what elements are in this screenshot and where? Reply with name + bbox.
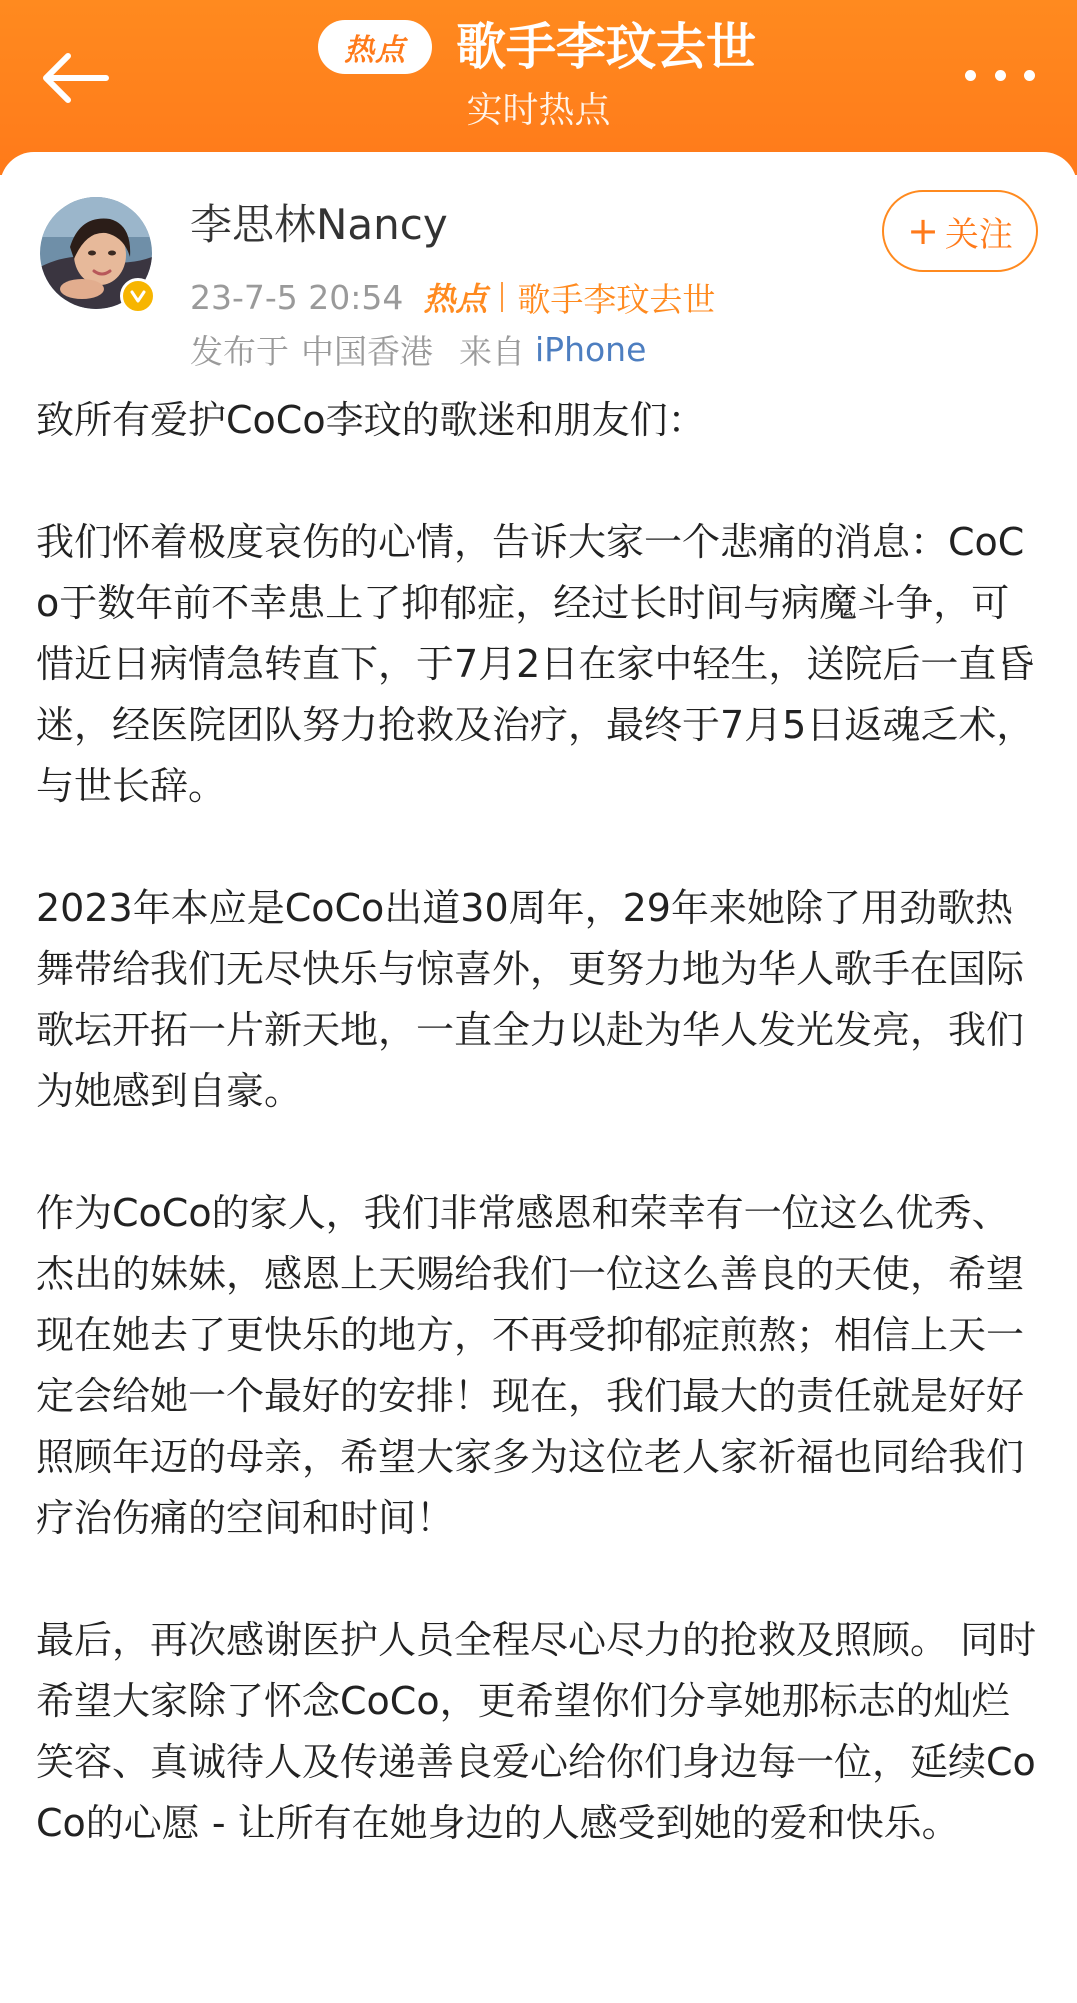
topic-header xyxy=(0,0,1077,175)
topic-title[interactable]: 歌手李玟去世 xyxy=(456,18,756,76)
post-meta xyxy=(190,270,715,324)
post-time: 23-7-5 20:54 xyxy=(190,277,404,317)
post-card xyxy=(0,152,1077,2003)
post-paragraph: 作为CoCo的家人，我们非常感恩和荣幸有一位这么优秀、杰出的妹妹，感恩上天赐给我们一位这么善良的天使，希望现在她去了更快乐的地方，不再受抑郁症煎熬；相信上天一定会给她一个最好的安排！现在，我们最大的责任就是好好照顾年迈的母亲，希望大家多为这位老人家祈福也同给我们疗治伤痛的空间和时间！ xyxy=(36,1191,1025,1540)
post-paragraph: 致所有爱护CoCo李玟的歌迷和朋友们： xyxy=(36,398,706,442)
post-source xyxy=(190,322,646,376)
post-paragraph: 我们怀着极度哀伤的心情，告诉大家一个悲痛的消息：CoCo于数年前不幸患上了抑郁症，经过长时间与病魔斗争，可惜近日病情急转直下，于7月2日在家中轻生，送院后一直昏迷，经医院团队努力抢救及治疗，最终于7月5日返魂乏术，与世长辞。 xyxy=(36,520,1035,808)
topic-subtitle: 实时热点 xyxy=(466,90,611,131)
location-prefix: 发布于 xyxy=(190,331,289,371)
device-link[interactable]: iPhone xyxy=(535,329,647,369)
device-prefix: 来自 xyxy=(459,331,525,371)
author-name[interactable]: 李思林Nancy xyxy=(190,200,448,249)
more-dots-icon xyxy=(995,70,1006,81)
hot-badge-label: 热点 xyxy=(344,33,406,68)
meta-divider xyxy=(501,282,503,312)
hot-badge xyxy=(318,20,432,74)
post-body xyxy=(36,390,1041,1854)
post-paragraph: 2023年本应是CoCo出道30周年，29年来她除了用劲歌热舞带给我们无尽快乐与惊喜外，更努力地为华人歌手在国际歌坛开拓一片新天地，一直全力以赴为华人发光发亮，我们为她感到自豪。 xyxy=(36,886,1025,1113)
hot-tag: 热点 xyxy=(423,280,488,318)
verified-badge xyxy=(120,278,156,314)
follow-button[interactable] xyxy=(882,190,1038,272)
verified-v-icon xyxy=(129,287,147,305)
topic-link[interactable]: 歌手李玟去世 xyxy=(517,279,716,319)
plus-icon: + xyxy=(907,209,939,253)
more-dots-icon xyxy=(965,70,976,81)
more-dots-icon xyxy=(1024,70,1035,81)
post-location: 中国香港 xyxy=(301,331,433,371)
follow-label: 关注 xyxy=(944,214,1013,255)
more-button[interactable] xyxy=(965,68,1035,82)
post-paragraph: 最后，再次感谢医护人员全程尽心尽力的抢救及照顾。 同时希望大家除了怀念CoCo，更希望你们分享她那标志的灿烂笑容、真诚待人及传递善良爱心给你们身边每一位，延续CoCo的心愿 - 让所有在她身边的人感受到她的爱和快乐。 xyxy=(36,1618,1037,1845)
